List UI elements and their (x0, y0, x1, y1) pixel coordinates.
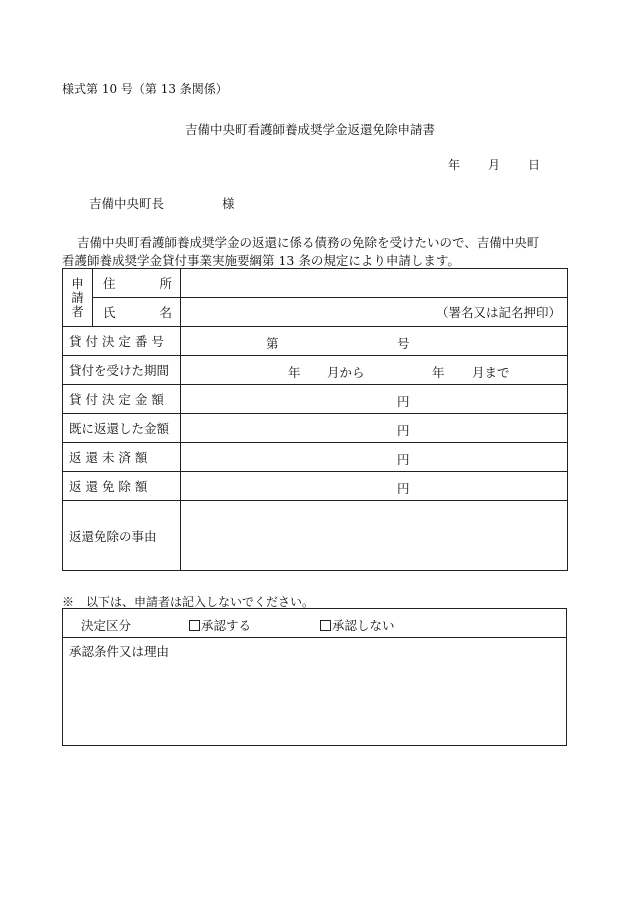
conditions-row[interactable] (63, 638, 567, 746)
office-use-table (62, 608, 567, 746)
date-month-label: 月 (488, 158, 501, 172)
unpaid-amount-field[interactable]: 円 (181, 443, 568, 472)
exempt-amount-label: 返 還 免 除 額 (63, 472, 181, 501)
address-field[interactable] (181, 269, 568, 298)
date-day-label: 日 (528, 158, 541, 172)
approve-option[interactable]: 承認する (189, 616, 251, 634)
loan-decision-number-label: 貸 付 決 定 番 号 (63, 327, 181, 356)
applicant-group-label (63, 269, 93, 327)
date-year-label: 年 (448, 158, 461, 172)
name-field[interactable] (181, 298, 568, 327)
unpaid-amount-label: 返 還 未 済 額 (63, 443, 181, 472)
exemption-reason-label: 返還免除の事由 (63, 501, 181, 571)
body-text-line-1: 吉備中央町看護師養成奨学金の返還に係る債務の免除を受けたいので、吉備中央町 (77, 235, 540, 250)
exemption-reason-field[interactable] (181, 501, 568, 571)
reject-option[interactable]: 承認しない (320, 616, 395, 634)
address-label: 住 所 (93, 269, 181, 298)
body-text-line-2: 看護師養成奨学金貸付事業実施要綱第 13 条の規定により申請します。 (62, 253, 460, 268)
form-number: 様式第 10 号（第 13 条関係） (62, 82, 228, 96)
addressee-honorific: 様 (222, 196, 235, 211)
loan-decision-number-field[interactable]: 第 号 (181, 327, 568, 356)
seal-note: （署名又は記名押印） (435, 305, 561, 320)
repaid-amount-label: 既に返還した金額 (63, 414, 181, 443)
reject-checkbox[interactable] (320, 620, 331, 631)
approve-checkbox[interactable] (189, 620, 200, 631)
loan-period-label: 貸付を受けた期間 (63, 356, 181, 385)
repaid-amount-field[interactable]: 円 (181, 414, 568, 443)
conditions-label: 承認条件又は理由 (69, 644, 170, 659)
addressee-name: 吉備中央町長 (89, 196, 165, 211)
applicant-group-char-3: 者 (71, 303, 84, 319)
loan-amount-label: 貸 付 決 定 金 額 (63, 385, 181, 414)
loan-period-field[interactable]: 年 月から 年 月まで (181, 356, 568, 385)
applicant-table (62, 268, 568, 571)
form-title: 吉備中央町看護師養成奨学金返還免除申請書 (185, 122, 436, 137)
decision-row (63, 609, 567, 638)
name-label: 氏 名 (93, 298, 181, 327)
applicant-group-char-1: 申 (71, 275, 84, 291)
decision-label: 決定区分 (81, 618, 132, 633)
applicant-group-char-2: 請 (71, 289, 84, 305)
loan-amount-field[interactable]: 円 (181, 385, 568, 414)
exempt-amount-field[interactable]: 円 (181, 472, 568, 501)
office-use-note: ※ 以下は、申請者は記入しないでください。 (62, 595, 315, 609)
